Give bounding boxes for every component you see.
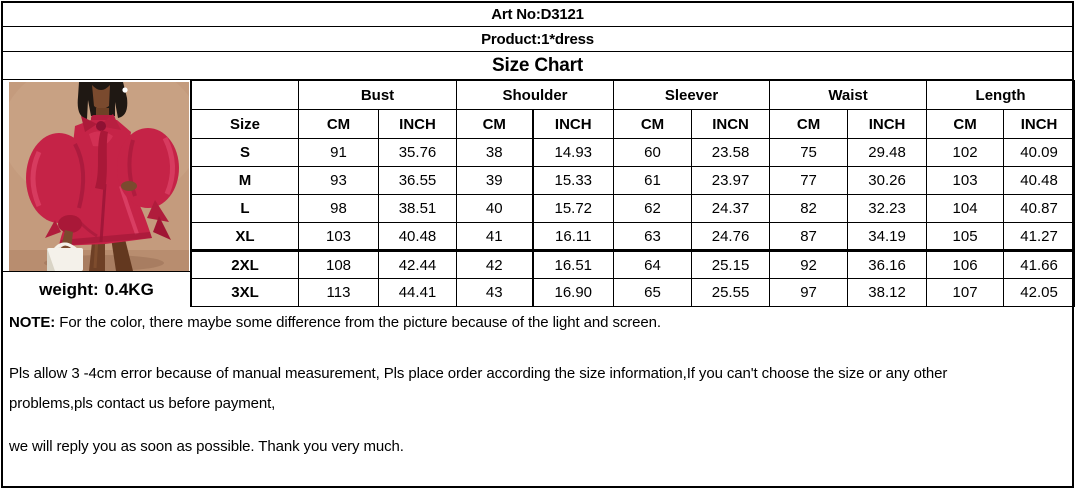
measurement-cell: 40.48 [379,223,457,251]
hand-on-hip [121,181,137,191]
art-number-text: Art No:D3121 [491,6,584,23]
weight-label: weight: [39,279,99,299]
size-header: Size [192,110,299,139]
measurement-cell: 40 [457,195,533,223]
size-label: 2XL [192,251,299,279]
measurement-cell: 64 [614,251,692,279]
size-label: S [192,139,299,167]
measurement-cell: 24.37 [692,195,770,223]
measurement-cell: 63 [614,223,692,251]
notes-section [3,307,1072,486]
measurement-cell: 16.51 [533,251,614,279]
unit-header: CM [299,110,379,139]
weight-cell [3,271,190,307]
measurement-cell: 98 [299,195,379,223]
measurement-cell: 104 [927,195,1004,223]
unit-header: INCN [692,110,770,139]
measurement-cell: 41.27 [1004,223,1075,251]
measurement-cell: 82 [770,195,848,223]
measurement-cell: 42.44 [379,251,457,279]
group-header-bust: Bust [299,81,457,110]
measurement-cell: 23.97 [692,167,770,195]
measurement-cell: 34.19 [848,223,927,251]
measurement-cell: 41 [457,223,533,251]
measurement-cell: 60 [614,139,692,167]
main-area [3,80,1072,307]
measurement-cell: 16.90 [533,279,614,307]
measurement-cell: 15.72 [533,195,614,223]
measurement-cell: 75 [770,139,848,167]
size-label: 3XL [192,279,299,307]
measurement-cell: 23.58 [692,139,770,167]
measurement-cell: 36.16 [848,251,927,279]
measurement-cell: 62 [614,195,692,223]
size-chart-title: Size Chart [492,54,583,76]
measurement-cell: 42.05 [1004,279,1075,307]
measurement-cell: 97 [770,279,848,307]
red-dress-model-illustration [9,82,189,271]
note-label: NOTE: [9,314,56,331]
measurement-cell: 44.41 [379,279,457,307]
measurement-cell: 77 [770,167,848,195]
unit-header: CM [457,110,533,139]
unit-header: INCH [533,110,614,139]
measurement-cell: 38.51 [379,195,457,223]
measurement-cell: 36.55 [379,167,457,195]
measurement-cell: 15.33 [533,167,614,195]
measurement-cell: 40.87 [1004,195,1075,223]
measurement-cell: 106 [927,251,1004,279]
earring [122,87,127,92]
measurement-note-paragraph [9,359,1066,419]
size-table-head [192,81,1075,139]
measurement-cell: 102 [927,139,1004,167]
product-text: Product:1*dress [481,30,594,48]
measurement-cell: 16.11 [533,223,614,251]
product-row [3,27,1072,52]
group-header-shoulder: Shoulder [457,81,614,110]
unit-header-row [192,110,1075,139]
measurement-cell: 24.76 [692,223,770,251]
measurement-cell: 39 [457,167,533,195]
measurement-cell: 29.48 [848,139,927,167]
group-header-length: Length [927,81,1075,110]
art-number-row [3,3,1072,27]
size-row-XL [192,223,1075,251]
measurement-cell: 61 [614,167,692,195]
unit-header: CM [770,110,848,139]
color-note-line [9,314,1066,331]
measurement-cell: 42 [457,251,533,279]
measurement-cell: 35.76 [379,139,457,167]
size-table [191,80,1075,307]
unit-header: CM [927,110,1004,139]
measurement-cell: 65 [614,279,692,307]
weight-value: 0.4KG [104,279,154,299]
measurement-cell: 40.09 [1004,139,1075,167]
unit-header: INCH [848,110,927,139]
measurement-cell: 93 [299,167,379,195]
size-row-2XL [192,251,1075,279]
measurement-cell: 108 [299,251,379,279]
measurement-cell: 38.12 [848,279,927,307]
measurement-cell: 30.26 [848,167,927,195]
note-text: For the color, there maybe some difference from the picture because of the light and screen. [59,314,661,331]
product-photo [3,80,190,271]
group-header-sleever: Sleever [614,81,770,110]
size-row-L [192,195,1075,223]
size-label: L [192,195,299,223]
group-header-row [192,81,1075,110]
measurement-cell: 107 [927,279,1004,307]
sheet-border-box [1,1,1074,488]
measurement-cell: 92 [770,251,848,279]
measurement-cell: 32.23 [848,195,927,223]
measurement-cell: 25.55 [692,279,770,307]
group-header-waist: Waist [770,81,927,110]
note-para-line-2: problems,pls contact us before payment, [9,395,276,412]
measurement-cell: 14.93 [533,139,614,167]
size-row-S [192,139,1075,167]
closing-note-line: we will reply you as soon as possible. Thank you very much. [9,438,404,455]
measurement-cell: 38 [457,139,533,167]
unit-header: INCH [379,110,457,139]
measurement-cell: 40.48 [1004,167,1075,195]
measurement-cell: 103 [299,223,379,251]
size-label: XL [192,223,299,251]
corner-cell [192,81,299,110]
size-chart-title-row [3,52,1072,80]
size-row-3XL [192,279,1075,307]
measurement-cell: 25.15 [692,251,770,279]
unit-header: INCH [1004,110,1075,139]
measurement-cell: 87 [770,223,848,251]
measurement-cell: 103 [927,167,1004,195]
size-label: M [192,167,299,195]
size-row-M [192,167,1075,195]
measurement-cell: 105 [927,223,1004,251]
measurement-cell: 113 [299,279,379,307]
note-para-line-1: Pls allow 3 -4cm error because of manual measurement, Pls place order according the size information,If you can't choose the size or any other [9,365,948,382]
product-panel [3,80,191,307]
size-table-body [192,139,1075,307]
measurement-cell: 91 [299,139,379,167]
unit-header: CM [614,110,692,139]
measurement-cell: 43 [457,279,533,307]
measurement-cell: 41.66 [1004,251,1075,279]
